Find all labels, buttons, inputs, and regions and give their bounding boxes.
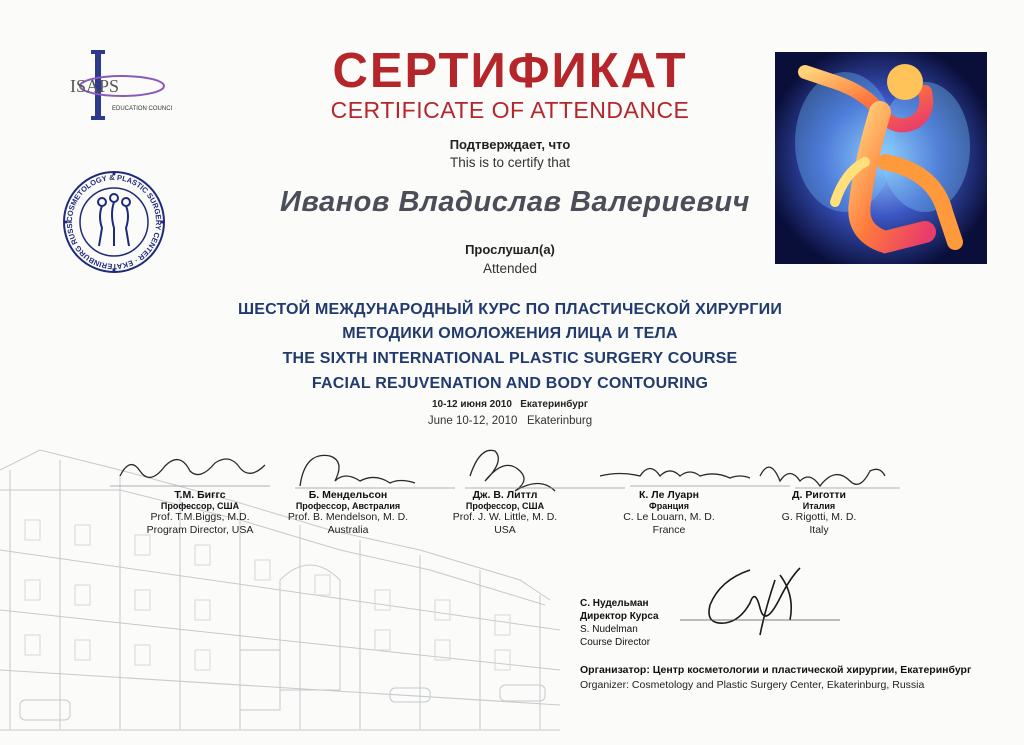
signatory-le-louarn: К. Ле Луарн Франция C. Le Louarn, M. D. France <box>623 489 715 536</box>
course-dates-ru: 10-12 июня 2010 Екатеринбург <box>431 399 588 410</box>
attended-ru: Прослушал(а) <box>465 242 555 257</box>
svg-text:COSMETOLOGY & PLASTIC SURGERY: COSMETOLOGY & PLASTIC SURGERY CENTER · EKATERINBURG RUSSI <box>64 172 164 272</box>
isaps-logo <box>62 48 172 123</box>
artwork-image <box>775 52 987 264</box>
recipient-name: Иванов Владислав Валериевич <box>280 186 750 218</box>
certificate-title: СЕРТИФИКАТ <box>332 44 688 98</box>
signatory-biggs: Т.М. Биггс Профессор, США Prof. T.M.Biggs, M.D. Program Director, USA <box>146 489 254 536</box>
signatory-rigotti: Д. Риготти Италия G. Rigotti, M. D. Italy <box>781 489 857 536</box>
certify-ru: Подтверждает, что <box>449 137 571 152</box>
cosmetology-center-logo <box>60 168 168 276</box>
signatory-mendelson: Б. Мендельсон Профессор, Австралия Prof. B. Mendelson, M. D. Australia <box>287 489 409 536</box>
certify-en: This is to certify that <box>449 155 571 170</box>
svg-text:ISAPS: ISAPS <box>70 76 120 96</box>
course-title-ru-2: МЕТОДИКИ ОМОЛОЖЕНИЯ ЛИЦА И ТЕЛА <box>342 325 678 342</box>
director-signature <box>680 560 840 645</box>
organizer-en: Organizer: Cosmetology and Plastic Surgery Center, Ekaterinburg, Russia <box>580 679 925 691</box>
certificate-subtitle: CERTIFICATE OF ATTENDANCE <box>330 97 690 123</box>
course-title-ru-1: ШЕСТОЙ МЕЖДУНАРОДНЫЙ КУРС ПО ПЛАСТИЧЕСКОЙ ХИРУРГИИ <box>237 301 783 318</box>
attended-en: Attended <box>482 261 538 276</box>
course-title-en-1: THE SIXTH INTERNATIONAL PLASTIC SURGERY COURSE <box>282 350 738 367</box>
svg-text:EDUCATION COUNCIL: EDUCATION COUNCIL <box>112 106 172 112</box>
signatory-little: Дж. В. Литтл Профессор, США Prof. J. W. Little, M. D. USA <box>452 489 558 536</box>
course-dates-en: June 10-12, 2010 Ekaterinburg <box>427 415 593 427</box>
organizer-ru: Организатор: Центр косметологии и пластической хирургии, Екатеринбург <box>580 664 972 676</box>
course-director: С. Нудельман Директор Курса S. Nudelman Course Director <box>580 598 659 648</box>
course-title-en-2: FACIAL REJUVENATION AND BODY CONTOURING <box>311 375 709 392</box>
